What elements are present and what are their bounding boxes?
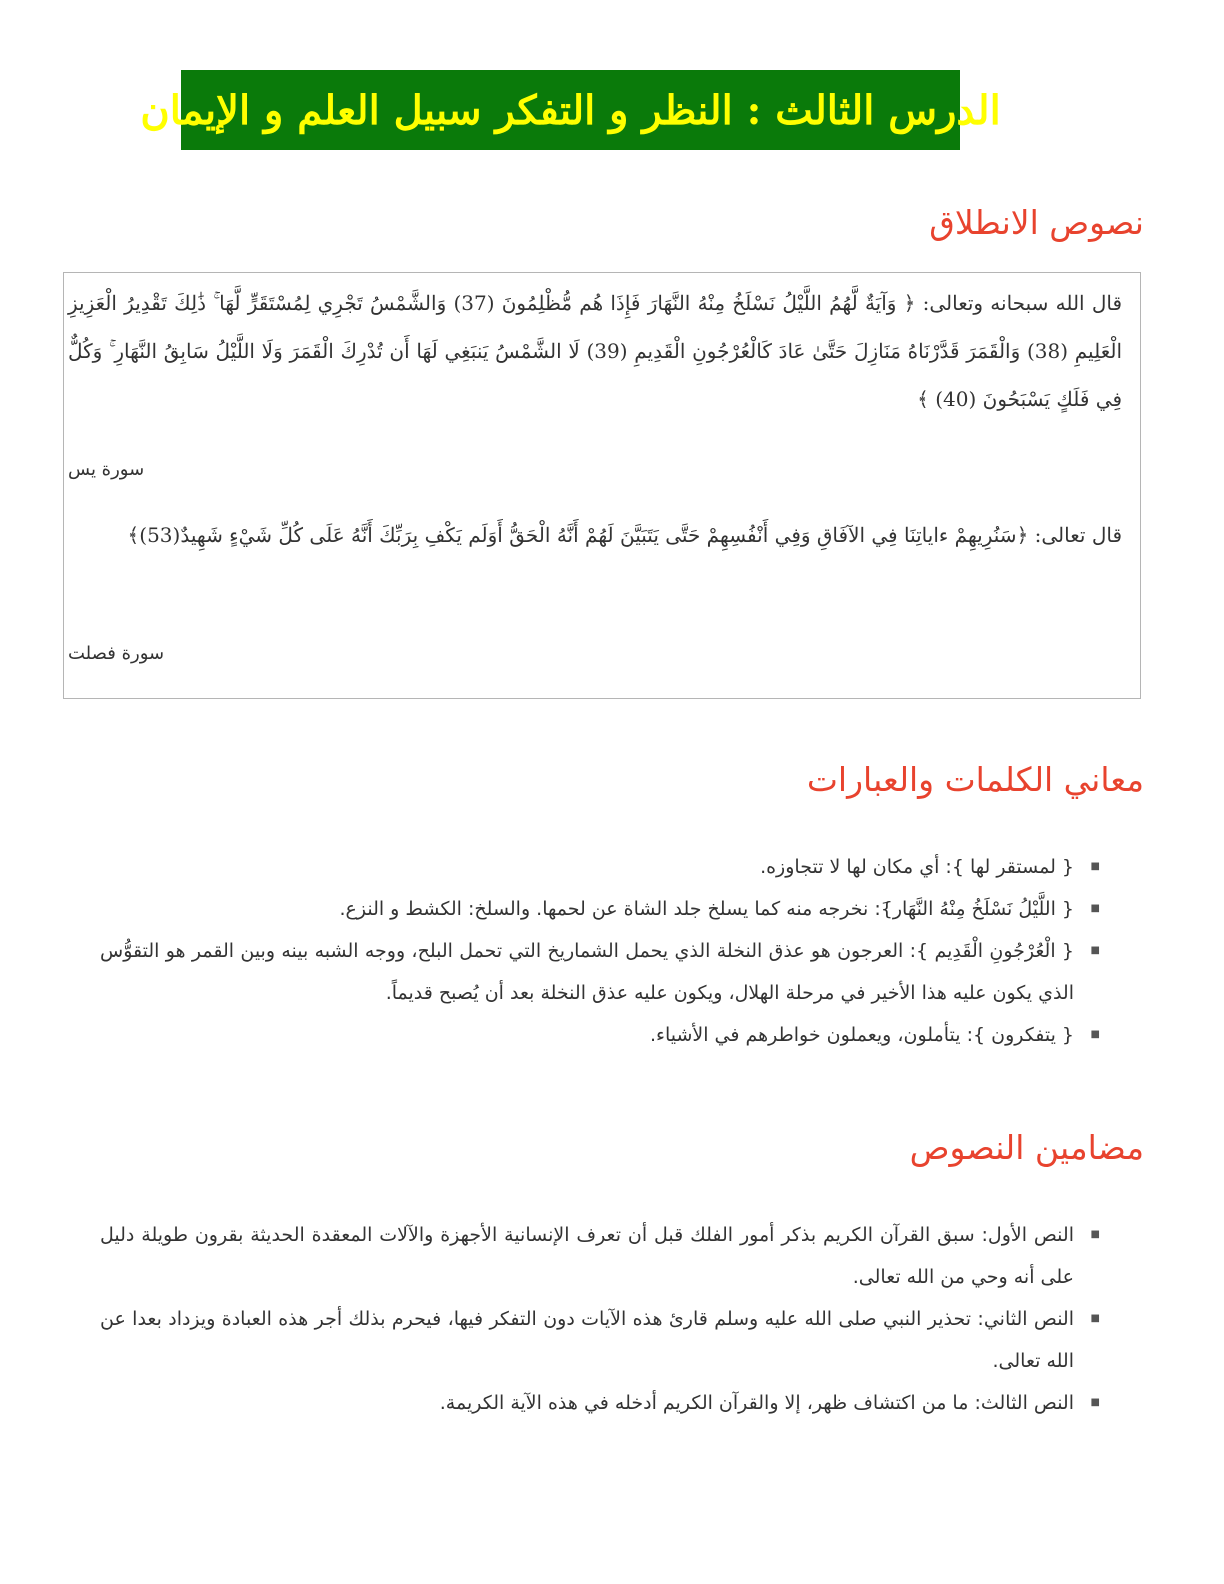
title-banner — [140, 70, 1001, 150]
list-item: ■ النص الثاني: تحذير النبي صلى الله عليه وسلم قارئ هذه الآيات دون التفكر فيها، فيحرم بذلك أجر هذه العبادة ويزداد بعدا عن الله تعالى. — [100, 1298, 1074, 1382]
surah-yasin-label: سورة يس — [68, 459, 145, 480]
contents-heading: مضامين النصوص — [909, 1128, 1144, 1167]
meanings-heading: معاني الكلمات والعبارات — [806, 760, 1144, 799]
contents-list — [100, 1214, 1100, 1424]
list-item: ■ النص الأول: سبق القرآن الكريم بذكر أمور الفلك قبل أن تعرف الإنسانية الأجهزة والآلات المعقدة الحديثة بقرون طويلة دليل على أنه وحي من الله تعالى. — [100, 1214, 1074, 1298]
surah-fussilat-label: سورة فصلت — [68, 643, 165, 664]
list-item: ■ { اللَّيْلُ نَسْلَخُ مِنْهُ النَّهَار}َ: نخرجه منه كما يسلخ جلد الشاة عن لحمها. والسلخ: الكشط و النزع. — [100, 888, 1074, 930]
list-item: ■ { يتفكرون }: يتأملون، ويعملون خواطرهم في الأشياء. — [100, 1014, 1074, 1056]
square-bullet-icon: ■ — [1090, 1029, 1100, 1040]
square-bullet-icon: ■ — [1090, 903, 1100, 914]
list-item: ■ { الْعُرْجُونِ الْقَدِيم }: العرجون هو عذق النخلة الذي يحمل الشماريخ التي تحمل البلح، ووجه الشبه بينه وبين القمر هو التقوُّس الذي يكون عليه هذا الأخير في مرحلة الهلال، ويكون عليه عذق النخلة بعد أن يُصبح قديماً. — [100, 930, 1074, 1014]
ayah-fussilat: قال تعالى: ﴿سَنُرِيهِمْ ءاياتِنَا فِي الآفَاقِ وَفِي أَنْفُسِهِمْ حَتَّى يَتَبَيَّنَ لَهُمْ أَنَّهُ الْحَقُّ أَوَلَم يَكْفِ بِرَبِّكَ أَنَّهُ عَلَى كُلِّ شَيْءٍ شَهِيدٌ(53)﴾ — [127, 523, 1122, 547]
square-bullet-icon: ■ — [1090, 861, 1100, 872]
ayah-yasin: قال الله سبحانه وتعالى: ﴿ وَآيَةٌ لَّهُمُ اللَّيْلُ نَسْلَخُ مِنْهُ النَّهَارَ فَإِذَا هُم مُّظْلِمُونَ (37) وَالشَّمْسُ تَجْرِي لِمُسْتَقَرٍّ لَّهَا ۚ ذَٰلِكَ تَقْدِيرُ الْعَزِيزِ الْعَلِيمِ (38) وَالْقَمَرَ قَدَّرْنَاهُ مَنَازِلَ حَتَّىٰ عَادَ كَالْعُرْجُونِ الْقَدِيمِ (39) لَا الشَّمْسُ يَنبَغِي لَهَا أَن تُدْرِكَ الْقَمَرَ وَلَا اللَّيْلُ سَابِقُ النَّهَارِ ۚ وَكُلٌّ فِي فَلَكٍ يَسْبَحُونَ (40) ﴾ — [68, 291, 1123, 411]
quote-box — [63, 272, 1141, 699]
list-item: ■ النص الثالث: ما من اكتشاف ظهر، إلا والقرآن الكريم أدخله في هذه الآية الكريمة. — [100, 1382, 1074, 1424]
square-bullet-icon: ■ — [1090, 1397, 1100, 1408]
square-bullet-icon: ■ — [1090, 945, 1100, 956]
intro-heading: نصوص الانطلاق — [929, 203, 1144, 242]
square-bullet-icon: ■ — [1090, 1229, 1100, 1240]
list-item: ■ { لمستقر لها }: أي مكان لها لا تتجاوزه. — [100, 846, 1074, 888]
square-bullet-icon: ■ — [1090, 1313, 1100, 1324]
page-title: الدرس الثالث : النظر و التفكر سبيل العلم و الإيمان — [140, 86, 1001, 134]
meanings-list — [100, 846, 1100, 1056]
